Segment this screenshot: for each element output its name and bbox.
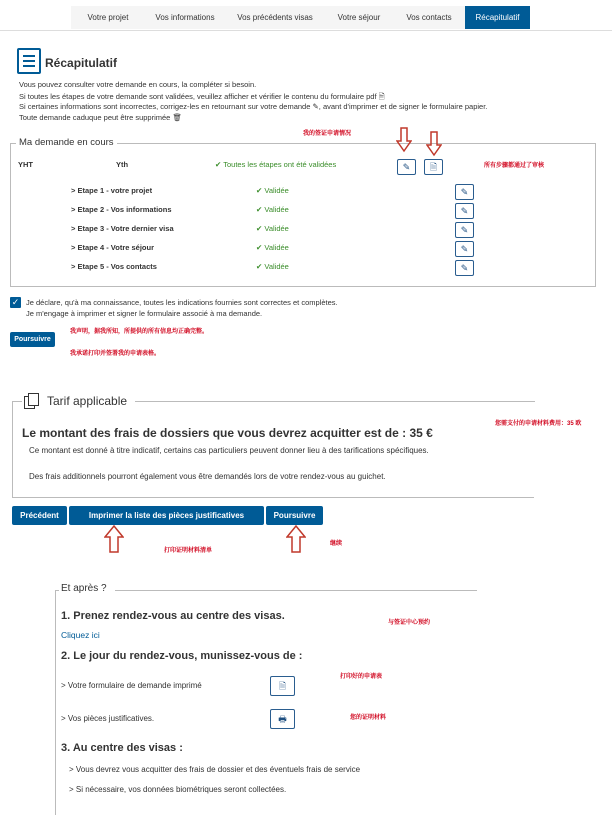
pencil-icon[interactable]: ✎ xyxy=(455,241,474,257)
step-3-label: > Etape 3 - Votre dernier visa xyxy=(71,224,174,233)
annotation-2: 所有步骤都通过了审核 xyxy=(484,163,545,169)
arrow-icon xyxy=(286,525,306,553)
annotation-10: 您的证明材料 xyxy=(350,715,387,721)
tarif-rule xyxy=(135,401,535,402)
pencil-icon[interactable]: ✎ xyxy=(455,260,474,276)
after-rule-top xyxy=(115,590,477,591)
demande-col1: YHT xyxy=(18,160,33,169)
tab-recapitulatif[interactable]: Récapitulatif xyxy=(465,6,530,29)
pencil-icon[interactable]: ✎ xyxy=(455,222,474,238)
step-4-label: > Etape 4 - Votre séjour xyxy=(71,243,155,252)
pencil-icon[interactable]: ✎ xyxy=(455,203,474,219)
intro-line-4: Toute demande caduque peut être supprimée 🗑 xyxy=(19,113,182,122)
tab-vos-contacts[interactable]: Vos contacts xyxy=(406,13,452,22)
pdf-icon[interactable]: 🗎 xyxy=(378,92,385,101)
tarif-rule-left xyxy=(12,401,22,402)
tab-votre-projet[interactable]: Votre projet xyxy=(87,13,129,22)
annotation-4: 我承诺打印并签署我的申请表格。 xyxy=(70,351,161,357)
continue-button[interactable]: Poursuivre xyxy=(10,332,55,347)
after-heading-2: 2. Le jour du rendez-vous, munissez-vous de : xyxy=(61,650,303,662)
arrow-icon xyxy=(396,127,412,153)
arrow-icon xyxy=(104,525,124,553)
annotation-3: 我声明，据我所知，所提供的所有信息均正确完整。 xyxy=(70,329,209,335)
print-list-button[interactable]: Imprimer la liste des pièces justificatives xyxy=(69,506,264,525)
tarif-rule-vertical xyxy=(12,401,13,497)
after-rule-top-left xyxy=(55,590,59,591)
declaration-line-1: Je déclare, qu'à ma connaissance, toutes les indications fournies sont correctes et complètes. xyxy=(26,298,338,307)
previous-button[interactable]: Précédent xyxy=(12,506,67,525)
after-title: Et après ? xyxy=(61,583,107,594)
tarif-note-1: Ce montant est donné à titre indicatif, certains cas particuliers peuvent donner lieu à des tarifications spécifiques. xyxy=(29,446,429,455)
continue-button-2[interactable]: Poursuivre xyxy=(266,506,323,525)
declaration-line-2: Je m'engage à imprimer et signer le formulaire associé à ma demande. xyxy=(26,309,263,318)
pdf-icon[interactable]: 🗎 xyxy=(270,676,295,696)
step-1-label: > Etape 1 - votre projet xyxy=(71,186,153,195)
document-icon xyxy=(17,48,41,74)
tarif-rule-bottom xyxy=(12,497,534,498)
tarif-note-2: Des frais additionnels pourront également vous être demandés lors de votre rendez-vous au guichet. xyxy=(29,472,386,481)
annotation-7: 继续 xyxy=(330,541,343,547)
annotation-1: 我的签证申请情况 xyxy=(303,131,352,137)
pdf-icon[interactable]: 🗎 xyxy=(424,159,443,175)
annotation-6: 打印证明材料清单 xyxy=(164,548,213,554)
print-icon[interactable]: 🖶 xyxy=(270,709,295,729)
after-item-1: > Votre formulaire de demande imprimé xyxy=(61,681,202,690)
demande-col2: Yth xyxy=(116,160,129,169)
nav-divider xyxy=(0,30,612,31)
trash-icon[interactable]: 🗑 xyxy=(172,113,182,122)
page-title: Récapitulatif xyxy=(45,56,118,70)
step-5-label: > Etape 5 - Vos contacts xyxy=(71,262,157,271)
step-2-status: ✔ Validée xyxy=(256,205,289,214)
checkbox-icon[interactable]: ✓ xyxy=(11,297,20,307)
after-rule-left xyxy=(55,590,56,815)
pencil-icon[interactable]: ✎ xyxy=(312,102,319,111)
tarif-amount: Le montant des frais de dossiers que vous devrez acquitter est de : 35 € xyxy=(22,426,433,440)
tab-votre-sejour[interactable]: Votre séjour xyxy=(337,13,381,22)
annotation-5: 您需支付的申请材料费用：35 欧 xyxy=(495,421,582,427)
tarif-icon xyxy=(24,393,38,407)
pencil-icon[interactable]: ✎ xyxy=(455,184,474,200)
step-4-status: ✔ Validée xyxy=(256,243,289,252)
after-item-4: > Si nécessaire, vos données biométriques seront collectées. xyxy=(69,785,287,794)
demande-legend: Ma demande en cours xyxy=(16,137,117,148)
arrow-icon xyxy=(426,131,442,157)
tarif-title: Tarif applicable xyxy=(47,394,128,408)
annotation-8: 与签证中心预约 xyxy=(388,620,431,626)
step-5-status: ✔ Validée xyxy=(256,262,289,271)
all-steps-status: ✔ Toutes les étapes ont été validées xyxy=(215,160,337,169)
annotation-9: 打印好的申请表 xyxy=(340,674,383,680)
tab-vos-informations[interactable]: Vos informations xyxy=(155,13,215,22)
step-3-status: ✔ Validée xyxy=(256,224,289,233)
intro-line-3: Si certaines informations sont incorrectes, corrigez-les en retournant sur votre demande ✎, avant d'imprimer et de signer le formulaire papier. xyxy=(19,102,488,111)
after-item-3: > Vous devrez vous acquitter des frais de dossier et des éventuels frais de service xyxy=(69,765,361,774)
tab-precedents-visas[interactable]: Vos précédents visas xyxy=(237,13,313,22)
intro-line-1: Vous pouvez consulter votre demande en cours, la compléter si besoin. xyxy=(19,80,257,89)
appointment-link[interactable]: Cliquez ici xyxy=(61,630,100,640)
after-heading-1: 1. Prenez rendez-vous au centre des visas. xyxy=(61,610,285,622)
step-1-status: ✔ Validée xyxy=(256,186,289,195)
intro-line-2: Si toutes les étapes de votre demande sont validées, veuillez afficher et vérifier le contenu du formulaire pdf 🗎 xyxy=(19,92,385,101)
after-heading-3: 3. Au centre des visas : xyxy=(61,742,183,754)
step-2-label: > Etape 2 - Vos informations xyxy=(71,205,172,214)
after-item-2: > Vos pièces justificatives. xyxy=(61,714,155,723)
pencil-icon[interactable]: ✎ xyxy=(397,159,416,175)
